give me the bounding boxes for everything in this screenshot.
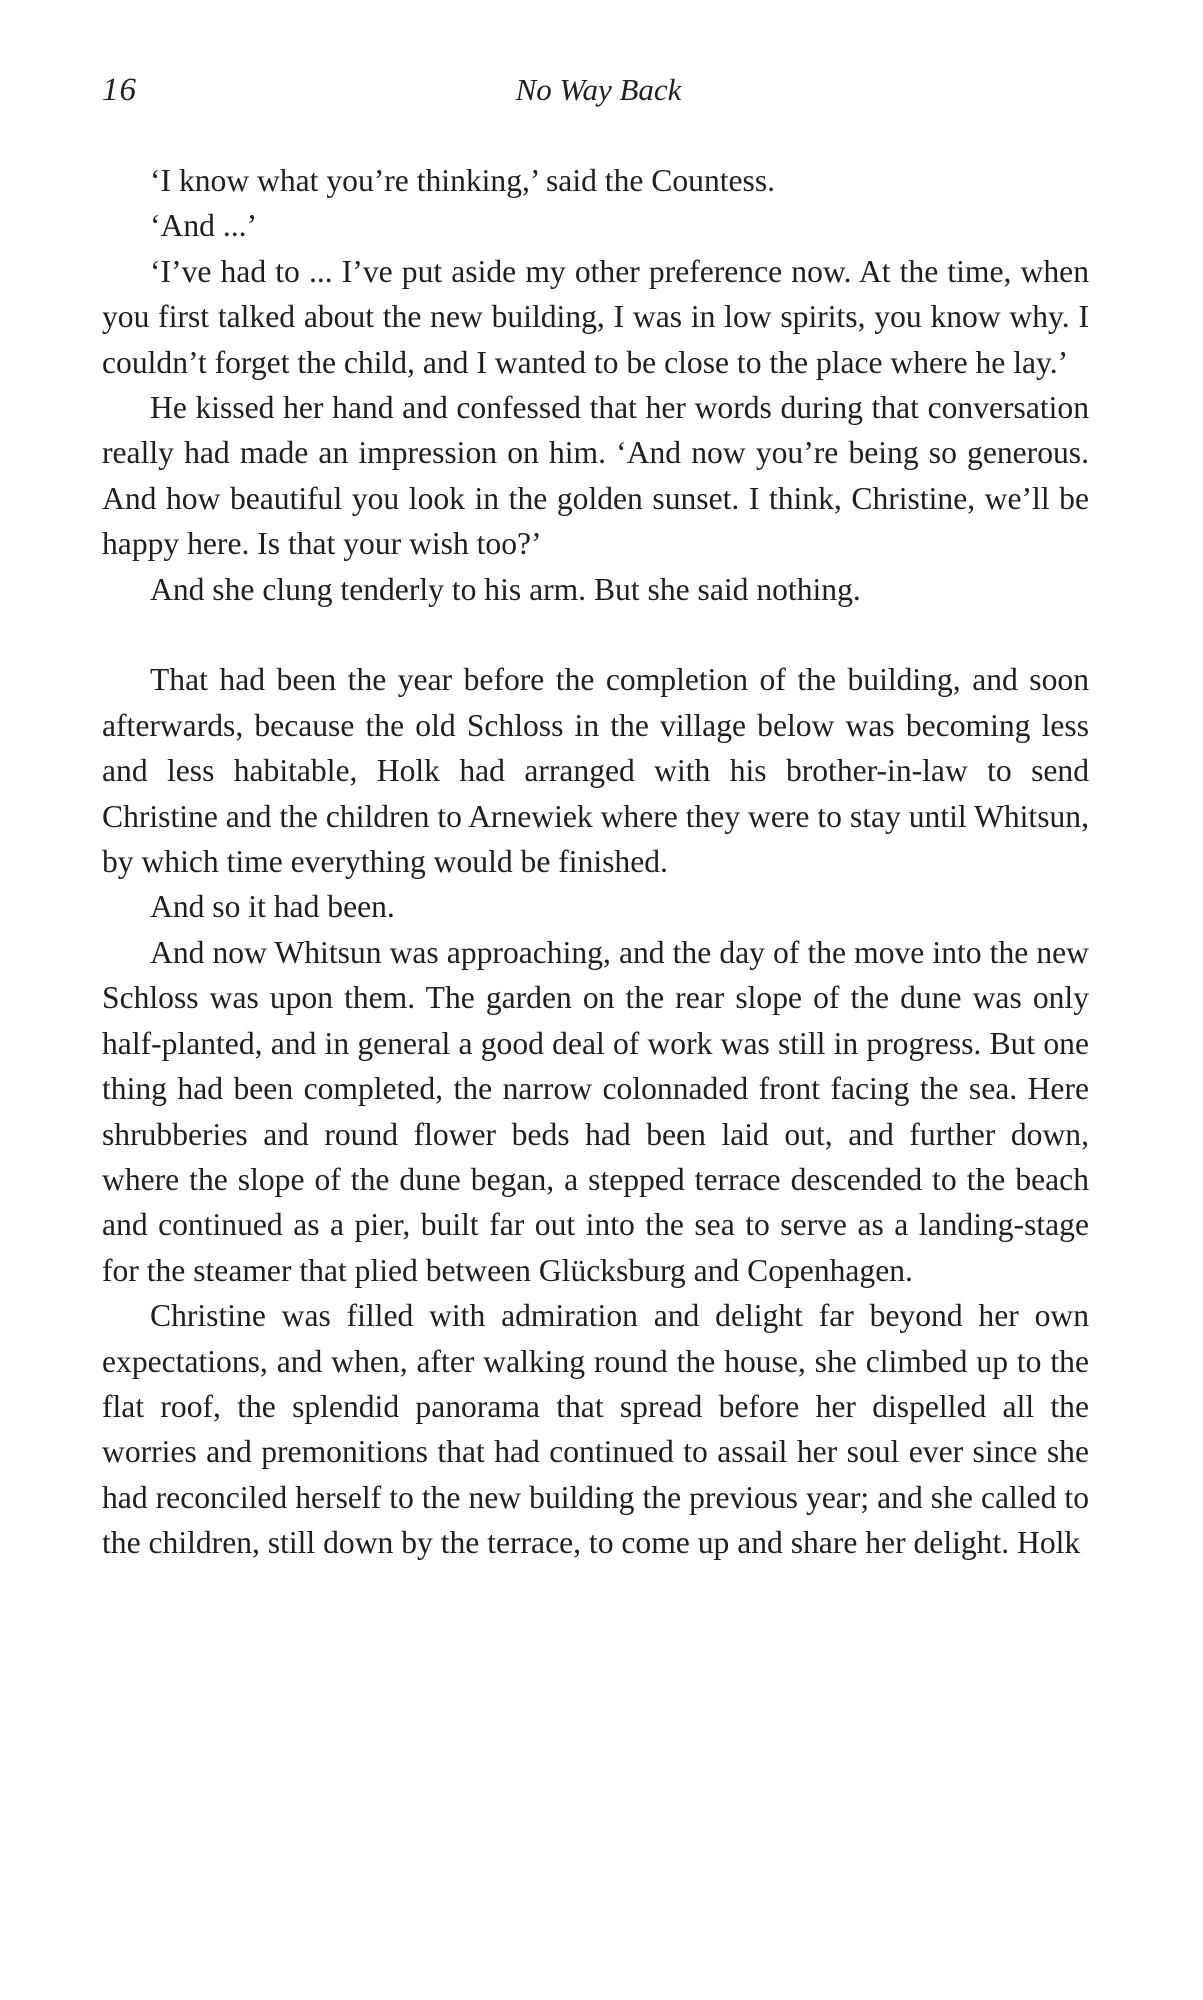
section-break	[102, 612, 1089, 657]
page-number: 16	[102, 72, 137, 108]
body-text	[102, 158, 1089, 1566]
paragraph-2: ‘And ...’	[150, 208, 258, 244]
paragraph-8: And now Whitsun was approaching, and the day of the move into the new Schloss was upon them. The garden on the rear slope of the dune was only half-planted, and in general a good deal of work was still in progress. But one thing had been completed, the narrow colonnaded front facing the sea. Here shrubberies and round flower beds had been laid out, and further down, where the slope of the dune began, a stepped terrace descended to the beach and continued as a pier, built far out into the sea to serve as a landing-stage for the steamer that plied between Glücksburg and Copenhagen.	[102, 934, 1089, 1288]
paragraph-3: ‘I’ve had to ... I’ve put aside my other preference now. At the time, when you first talked about the new building, I was in low spirits, you know why. I couldn’t forget the child, and I wanted to be close to the place where he lay.’	[102, 253, 1089, 380]
paragraph-1: ‘I know what you’re thinking,’ said the Countess.	[150, 163, 776, 198]
paragraph-7: And so it had been.	[150, 889, 395, 925]
running-title: No Way Back	[515, 72, 682, 107]
paragraph-4: He kissed her hand and confessed that her words during that conversation really had made an impression on him. ‘And now you’re being so generous. And how beautiful you look in the golden sunset. I think, Christine, we’ll be happy here. Is that your wish too?’	[102, 390, 1089, 562]
running-head	[102, 70, 1102, 110]
paragraph-5: And she clung tenderly to his arm. But she said nothing.	[150, 571, 861, 607]
paragraph-9: Christine was filled with admiration and delight far beyond her own expectations, and when, after walking round the house, she climbed up to the flat roof, the splendid panorama that spread before her dispelled all the worries and premonitions that had continued to assail her soul ever since she had reconciled herself to the new building the previous year; and she called to the children, still down by the terrace, to come up and share her delight. Holk	[102, 1298, 1089, 1561]
paragraph-6: That had been the year before the completion of the building, and soon afterwards, because the old Schloss in the village below was becoming less and less habitable, Holk had arranged with his brother-in-law to send Christine and the children to Arnewiek where they were to stay until Whitsun, by which time everything would be finished.	[102, 662, 1089, 880]
